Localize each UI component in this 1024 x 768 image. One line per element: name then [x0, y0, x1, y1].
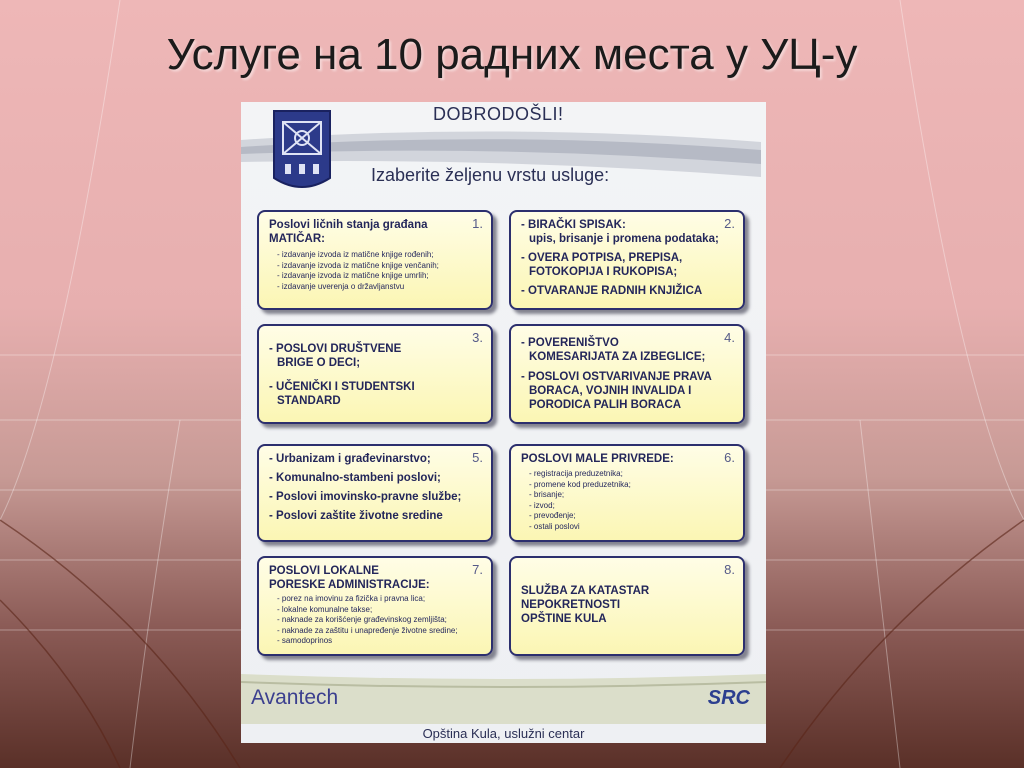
card-heading-line: POSLOVI MALE PRIVREDE:	[521, 453, 674, 465]
card-number: 6.	[724, 450, 735, 465]
card-number: 3.	[472, 330, 483, 345]
card-item: - samodoprinos	[277, 636, 333, 646]
card-number: 7.	[472, 562, 483, 577]
card-line: OPŠTINE KULA	[521, 613, 607, 625]
card-line: STANDARD	[277, 395, 341, 407]
card-line: - OTVARANJE RADNIH KNJIŽICA	[521, 285, 703, 297]
service-card-8[interactable]	[509, 556, 745, 656]
card-heading-line: MATIČAR:	[269, 233, 325, 245]
service-card-1[interactable]	[257, 210, 493, 310]
card-line: - POVERENIŠTVO	[521, 337, 619, 349]
service-card-5[interactable]	[257, 444, 493, 542]
card-line: upis, brisanje i promena podataka;	[529, 233, 719, 245]
card-number: 5.	[472, 450, 483, 465]
service-card-7[interactable]	[257, 556, 493, 656]
card-item: - registracija preduzetnika;	[529, 469, 623, 478]
card-item: - naknade za korišćenje građevinskog zemljišta;	[277, 615, 447, 625]
service-card-4[interactable]	[509, 324, 745, 424]
municipality-crest-icon	[271, 108, 333, 194]
card-item: - ostali poslovi	[529, 521, 580, 531]
src-logo: SRC	[707, 687, 750, 709]
card-line: - Poslovi imovinsko-pravne službe;	[269, 491, 462, 503]
card-line: - BIRAČKI SPISAK:	[521, 219, 626, 231]
card-line: FOTOKOPIJA I RUKOPISA;	[529, 266, 678, 278]
card-line: BRIGE O DECI;	[277, 357, 361, 369]
card-item: - izvod;	[529, 500, 555, 510]
card-number: 1.	[472, 216, 483, 231]
card-item: - prevođenje;	[529, 511, 576, 521]
card-item: - naknade za zaštitu i unapređenje životne sredine;	[277, 625, 458, 635]
card-number: 4.	[724, 330, 735, 345]
choose-service-prompt: Izaberite željenu vrstu usluge:	[371, 165, 610, 185]
card-line: - Komunalno-stambeni poslovi;	[269, 472, 441, 484]
card-line: - Poslovi zaštite životne sredine	[269, 510, 443, 522]
card-heading-line: PORESKE ADMINISTRACIJE:	[269, 579, 430, 591]
card-line: - POSLOVI DRUŠTVENE	[269, 343, 402, 355]
card-number: 2.	[724, 216, 735, 231]
slide-title: Услуге на 10 радних места у УЦ-у	[166, 30, 858, 79]
welcome-heading: DOBRODOŠLI!	[433, 104, 564, 124]
card-item: - izdavanje izvoda iz matične knjige umrlih;	[277, 271, 429, 281]
card-item: - porez na imovinu za fizička i pravna lica;	[277, 594, 426, 603]
card-line: BORACA, VOJNIH INVALIDA I	[529, 385, 692, 397]
service-poster	[241, 102, 766, 743]
service-card-3[interactable]	[257, 324, 493, 424]
card-item: - izdavanje izvoda iz matične knjige rođenih;	[277, 250, 434, 259]
card-line: - POSLOVI OSTVARIVANJE PRAVA	[521, 371, 712, 383]
card-item: - izdavanje uverenja o državljanstvu	[277, 281, 405, 291]
card-heading-line: Poslovi ličnih stanja građana	[269, 219, 428, 231]
card-line: - UČENIČKI I STUDENTSKI	[269, 381, 415, 393]
card-line: - Urbanizam i građevinarstvo;	[269, 453, 431, 465]
avantech-logo: Avantech	[251, 686, 339, 709]
card-item: - lokalne komunalne takse;	[277, 604, 373, 614]
card-line: PORODICA PALIH BORACA	[529, 399, 682, 411]
card-item: - promene kod preduzetnika;	[529, 479, 631, 489]
card-line: SLUŽBA ZA KATASTAR	[521, 585, 650, 597]
card-number: 8.	[724, 562, 735, 577]
card-line: KOMESARIJATA ZA IZBEGLICE;	[529, 351, 706, 363]
card-item: - izdavanje izvoda iz matične knjige venčanih;	[277, 260, 439, 270]
card-line: NEPOKRETNOSTI	[521, 599, 621, 611]
card-item: - brisanje;	[529, 490, 565, 500]
footer-caption: Opština Kula, uslužni centar	[422, 726, 585, 741]
card-line: - OVERA POTPISA, PREPISA,	[521, 252, 683, 264]
service-card-2[interactable]	[509, 210, 745, 310]
service-card-6[interactable]	[509, 444, 745, 542]
card-heading-line: POSLOVI LOKALNE	[269, 565, 379, 577]
